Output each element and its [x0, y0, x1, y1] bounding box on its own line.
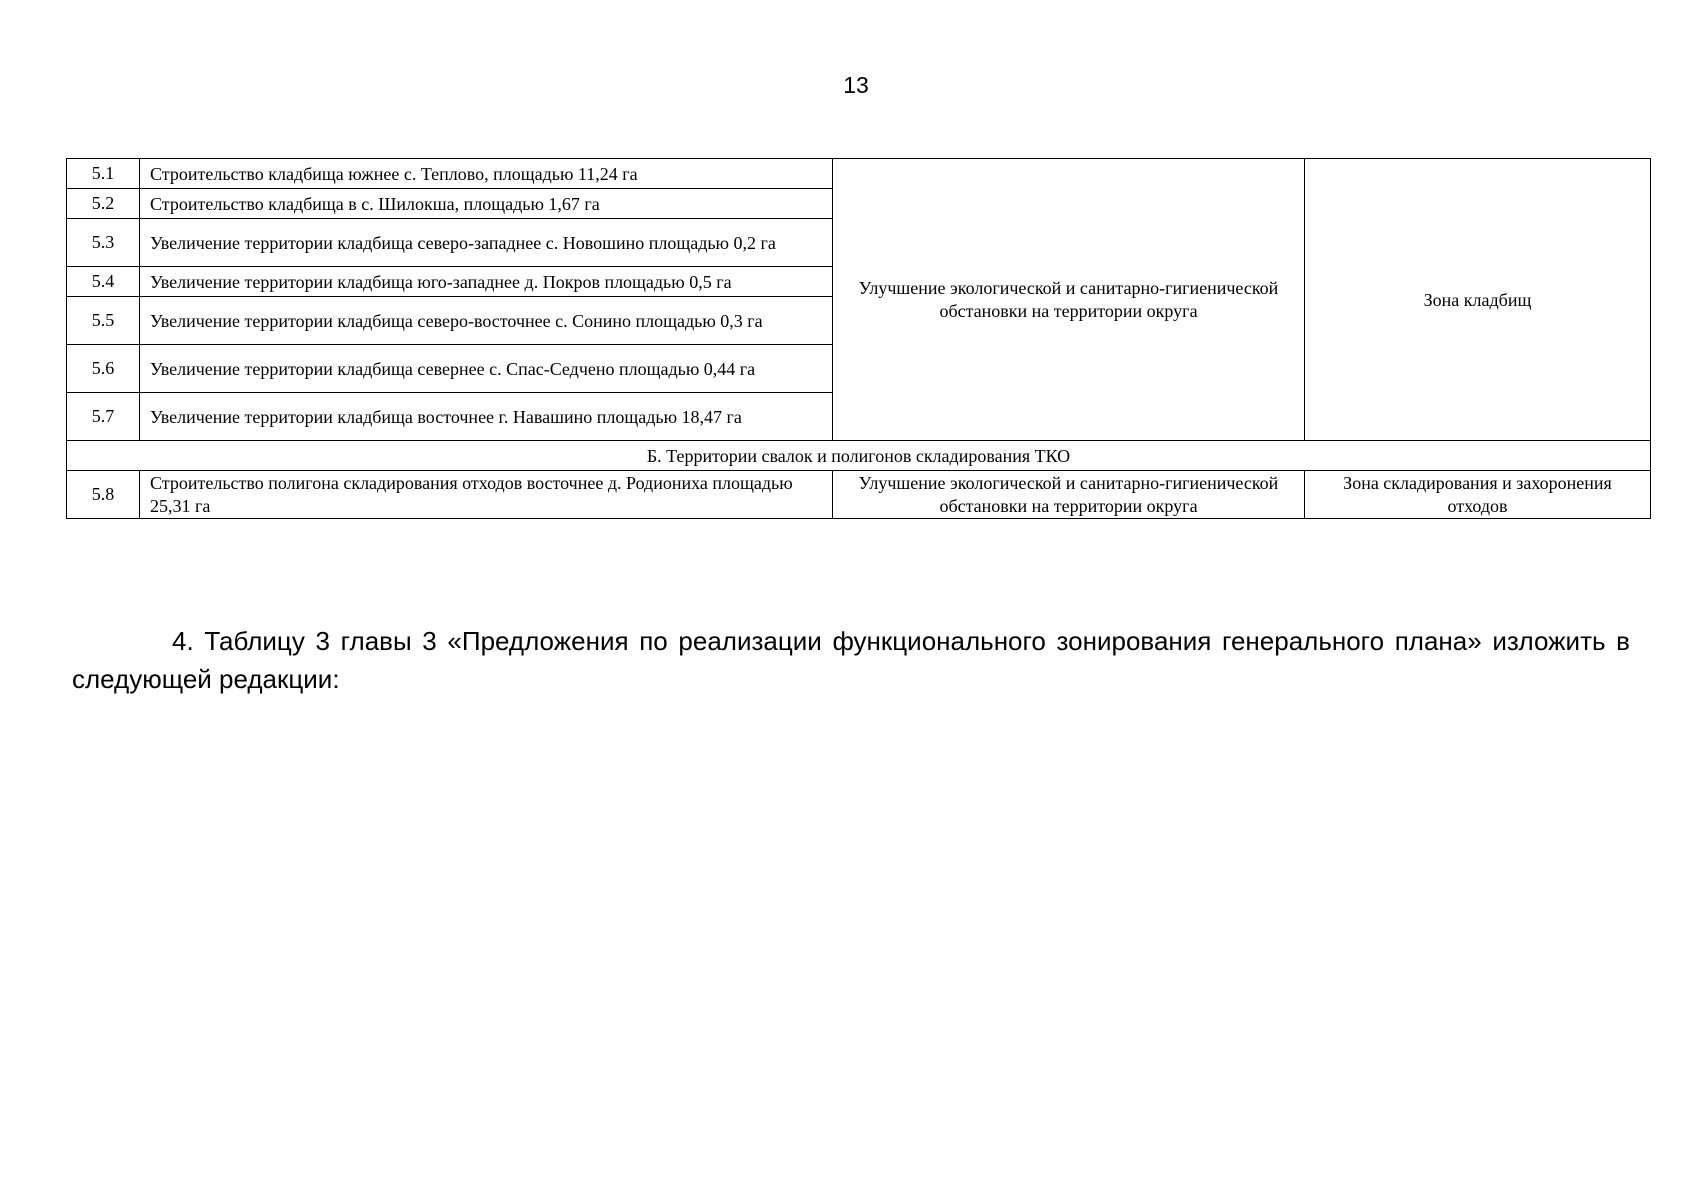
row-description: Увеличение территории кладбища северо-западнее с. Новошино площадью 0,2 га — [140, 219, 833, 267]
row-number: 5.3 — [67, 219, 140, 267]
row-description: Увеличение территории кладбища восточнее г. Навашино площадью 18,47 га — [140, 393, 833, 441]
row-number: 5.5 — [67, 297, 140, 345]
row-number: 5.2 — [67, 189, 140, 219]
group-purpose-cell: Улучшение экологической и санитарно-гигиенической обстановки на территории округа — [833, 159, 1305, 441]
measures-table — [66, 158, 1651, 519]
row-description: Увеличение территории кладбища юго-западнее д. Покров площадью 0,5 га — [140, 267, 833, 297]
page-number: 13 — [843, 72, 869, 98]
row-number: 5.7 — [67, 393, 140, 441]
section-title: Б. Территории свалок и полигонов складирования ТКО — [67, 441, 1651, 471]
group-zone-cell: Зона кладбищ — [1305, 159, 1651, 441]
row-description: Строительство кладбища в с. Шилокша, площадью 1,67 га — [140, 189, 833, 219]
table-row — [67, 159, 1651, 189]
table-row — [67, 471, 1651, 519]
row-zone: Зона складирования и захоронения отходов — [1305, 471, 1651, 519]
row-purpose: Улучшение экологической и санитарно-гигиенической обстановки на территории округа — [833, 471, 1305, 519]
row-number: 5.1 — [67, 159, 140, 189]
row-description: Увеличение территории кладбища северо-восточнее с. Сонино площадью 0,3 га — [140, 297, 833, 345]
row-description: Строительство кладбища южнее с. Теплово, площадью 11,24 га — [140, 159, 833, 189]
body-paragraph: 4. Таблицу 3 главы 3 «Предложения по реализации функционального зонирования генерального плана» изложить в следующей редакции: — [72, 626, 1630, 694]
section-header-row — [67, 441, 1651, 471]
row-description: Строительство полигона складирования отходов восточнее д. Родиониха площадью 25,31 га — [140, 471, 833, 519]
row-number: 5.8 — [67, 471, 140, 519]
row-description: Увеличение территории кладбища севернее с. Спас-Седчено площадью 0,44 га — [140, 345, 833, 393]
row-number: 5.6 — [67, 345, 140, 393]
row-number: 5.4 — [67, 267, 140, 297]
